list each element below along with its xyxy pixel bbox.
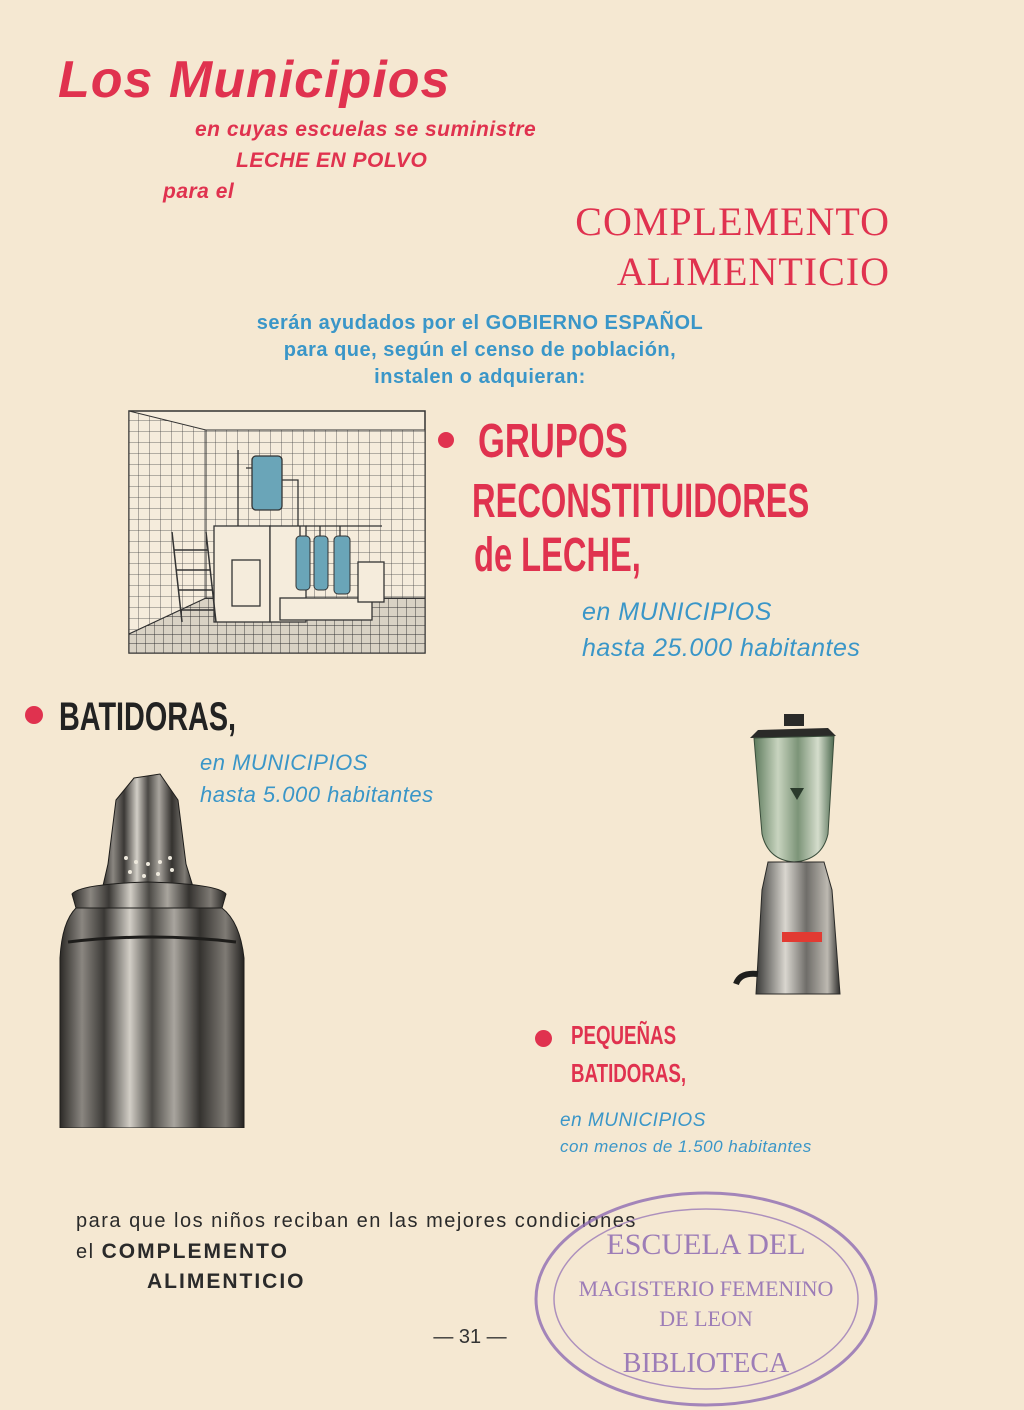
item-3-municipality: en MUNICIPIOS — [560, 1110, 706, 1131]
complement-heading-2: ALIMENTICIO — [616, 249, 890, 294]
item-3-title-line-1: PEQUEÑAS — [571, 1020, 677, 1050]
stamp-line-2: MAGISTERIO FEMENINO — [578, 1276, 834, 1301]
stamp-line-4: BIBLIOTECA — [622, 1348, 790, 1379]
footer-line-2 — [76, 1240, 289, 1264]
item-2-municipality: en MUNICIPIOS — [200, 750, 368, 775]
page-title: Los Municipios — [58, 51, 451, 109]
item-1-population: hasta 25.000 habitantes — [582, 634, 861, 662]
item-1-title-line-2: RECONSTITUIDORES — [472, 475, 810, 528]
footer-line-3: ALIMENTICIO — [147, 1270, 306, 1293]
stamp-line-1: ESCUELA DEL — [606, 1228, 806, 1261]
item-3-title-line-2: BATIDORAS, — [571, 1058, 687, 1088]
library-stamp — [532, 1188, 880, 1410]
item-2-population: hasta 5.000 habitantes — [200, 782, 434, 807]
stamp-line-3: DE LEON — [659, 1306, 753, 1331]
bullet-grupos — [438, 432, 454, 448]
footer-line-2-bold: COMPLEMENTO — [101, 1240, 289, 1263]
intro-line-3: para el — [163, 180, 235, 203]
reconstitution-room-illustration — [128, 410, 426, 654]
item-2-title: BATIDORAS, — [59, 695, 237, 739]
footer-line-1: para que los niños reciban en las mejores condiciones — [76, 1210, 637, 1232]
complement-heading-1: COMPLEMENTO — [575, 199, 890, 244]
item-1-title-line-1: GRUPOS — [478, 415, 628, 468]
aid-line-1: serán ayudados por el GOBIERNO ESPAÑOL — [256, 312, 704, 334]
item-1-municipality: en MUNICIPIOS — [582, 598, 772, 626]
bullet-batidoras — [25, 706, 43, 724]
page-number: — 31 — — [433, 1326, 507, 1348]
blender-photo — [728, 714, 854, 998]
milk-churn-mixer-photo — [56, 772, 248, 1128]
footer-line-2-prefix: el — [76, 1241, 95, 1263]
aid-line-2: para que, según el censo de población, — [283, 339, 677, 361]
item-3-population: con menos de 1.500 habitantes — [560, 1137, 812, 1156]
intro-line-1: en cuyas escuelas se suministre — [195, 118, 537, 141]
aid-line-3: instalen o adquieran: — [374, 366, 586, 388]
item-1-title-line-3: de LECHE, — [474, 529, 641, 582]
intro-line-2: LECHE EN POLVO — [236, 149, 428, 172]
bullet-pequenas — [535, 1030, 552, 1047]
